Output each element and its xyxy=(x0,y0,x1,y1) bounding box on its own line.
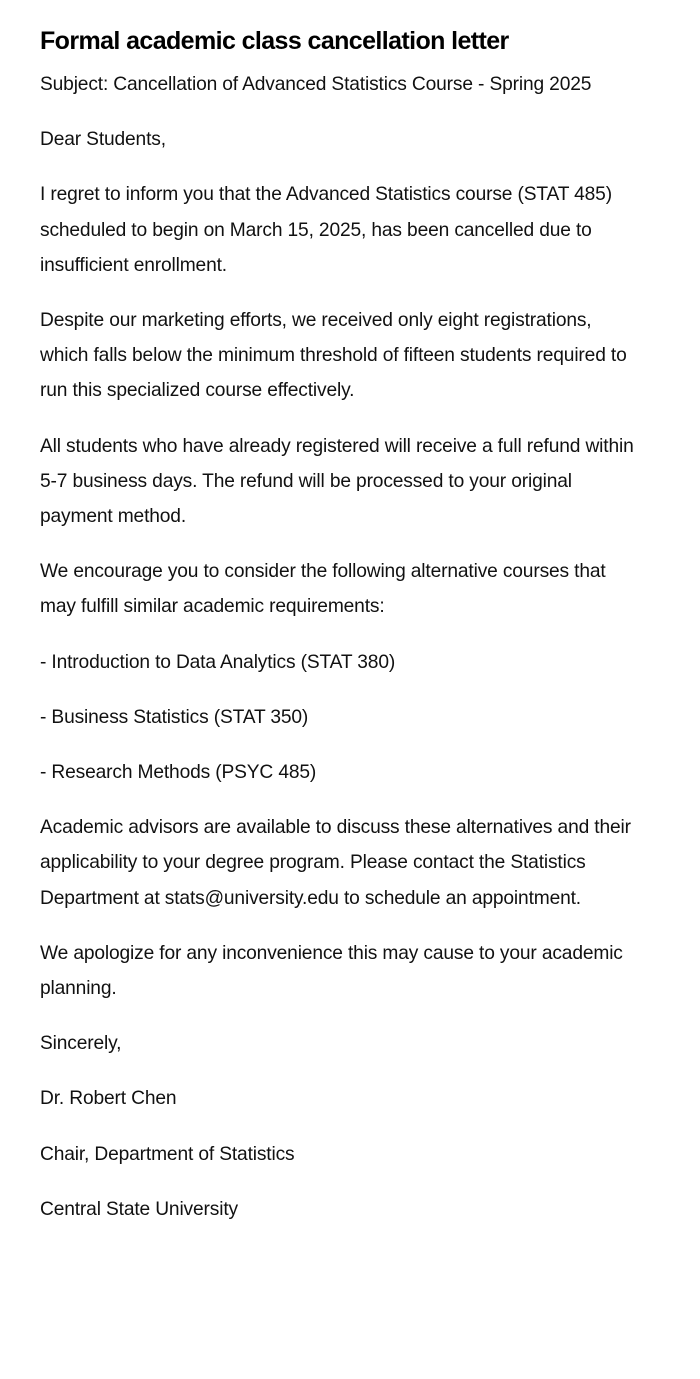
alternative-course-item: - Research Methods (PSYC 485) xyxy=(40,762,317,784)
signer-institution: Central State University xyxy=(40,1198,238,1220)
page-title: Formal academic class cancellation letter xyxy=(40,27,509,55)
body-paragraph-refund: All students who have already registered will receive a full refund within 5-7 business days. The refund will be processed to your original payment method. xyxy=(40,435,634,528)
body-paragraph-apology: We apologize for any inconvenience this may cause to your academic planning. xyxy=(40,942,623,1000)
signer-name: Dr. Robert Chen xyxy=(40,1088,177,1110)
salutation: Dear Students, xyxy=(40,129,166,151)
alternative-course-item: - Introduction to Data Analytics (STAT 380) xyxy=(40,651,396,673)
body-paragraph-alternatives-intro: We encourage you to consider the following alternative courses that may fulfill similar academic requirements: xyxy=(40,561,606,618)
closing: Sincerely, xyxy=(40,1033,122,1055)
body-paragraph-announcement: I regret to inform you that the Advanced Statistics course (STAT 485) scheduled to begin on March 15, 2025, has been cancelled due to insufficient enrollment. xyxy=(40,184,612,276)
body-paragraph-reason: Despite our marketing efforts, we received only eight registrations, which falls below the minimum threshold of fifteen students required to run this specialized course effectively. xyxy=(40,310,627,402)
signer-title: Chair, Department of Statistics xyxy=(40,1143,295,1165)
alternative-course-item: - Business Statistics (STAT 350) xyxy=(40,706,309,728)
body-paragraph-advisors: Academic advisors are available to discuss these alternatives and their applicability to your degree program. Please contact the Statistics Department at stats@university.edu to schedule an appointment. xyxy=(40,817,631,909)
subject-line: Subject: Cancellation of Advanced Statistics Course - Spring 2025 xyxy=(40,74,592,95)
